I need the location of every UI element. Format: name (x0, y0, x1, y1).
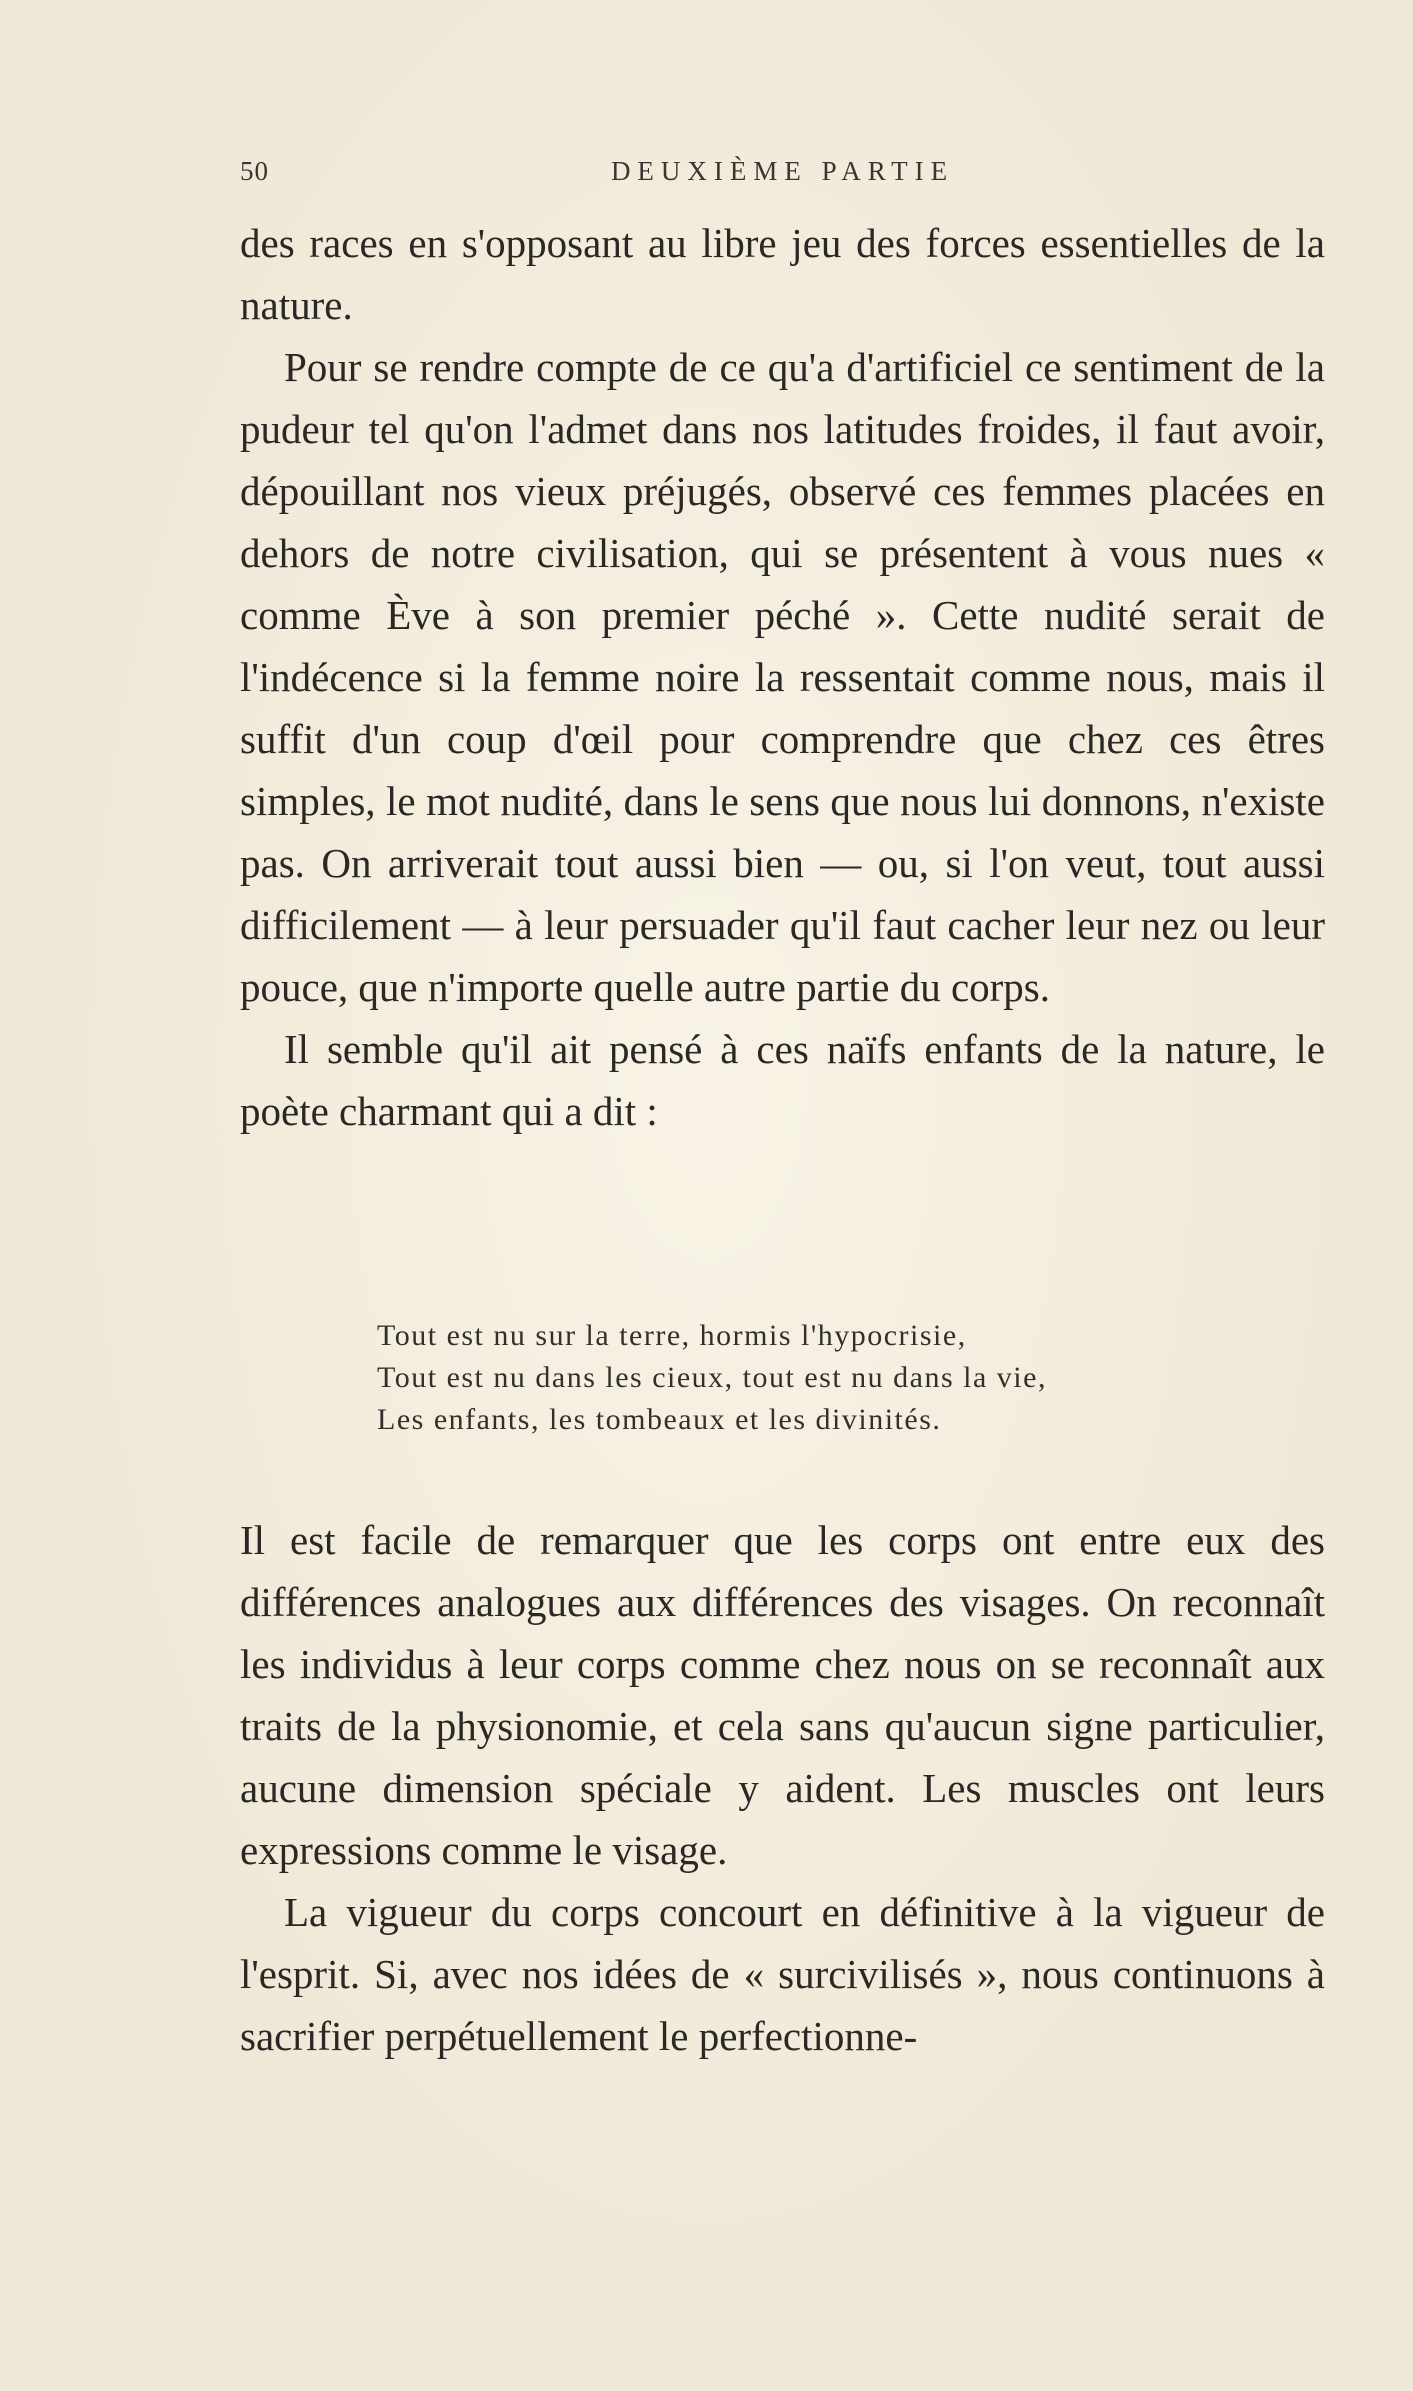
paragraph-pudeur: Pour se rendre compte de ce qu'a d'artificiel ce sentiment de la pudeur tel qu'on l'admet dans nos latitudes froides, il faut avoir, dépouillant nos vieux préjugés, observé ces femmes placées en dehors de notre civilisation, qui se présentent à vous nues « comme Ève à son premier péché ». Cette nudité serait de l'indécence si la femme noire la ressentait comme nous, mais il suffit d'un coup d'œil pour comprendre que chez ces êtres simples, le mot nudité, dans le sens que nous lui donnons, n'existe pas. On arriverait tout aussi bien — ou, si l'on veut, tout aussi difficilement — à leur persuader qu'il faut cacher leur nez ou leur pouce, que n'importe quelle autre partie du corps. (240, 344, 1325, 1010)
verse-line: Tout est nu dans les cieux, tout est nu dans la vie, (377, 1361, 1047, 1394)
paragraph-continuation: des races en s'opposant au libre jeu des forces essentielles de la nature. (240, 220, 1325, 328)
paragraph-corps: Il est facile de remarquer que les corps ont entre eux des différences analogues aux différences des visages. On reconnaît les individus à leur corps comme chez nous on se reconnaît aux traits de la physionomie, et cela sans qu'aucun signe particulier, aucune dimension spéciale y aident. Les muscles ont leurs expressions comme le visage. (240, 1517, 1325, 1873)
body-text-top (240, 212, 1325, 1142)
paragraph-poete: Il semble qu'il ait pensé à ces naïfs enfants de la nature, le poète charmant qui a dit : (240, 1026, 1325, 1134)
body-text-bottom (240, 1509, 1325, 2067)
paragraph-vigueur: La vigueur du corps concourt en définitive à la vigueur de l'esprit. Si, avec nos idées de « surcivilisés », nous continuons à sacrifier perpétuellement le perfectionne- (240, 1889, 1325, 2059)
page-number: 50 (240, 156, 269, 186)
verse-line: Tout est nu sur la terre, hormis l'hypocrisie, (377, 1319, 967, 1352)
verse-line: Les enfants, les tombeaux et les divinités. (377, 1403, 942, 1436)
running-title: DEUXIÈME PARTIE (610, 156, 955, 186)
verse-quotation (377, 1315, 1197, 1441)
running-head (240, 156, 1325, 196)
